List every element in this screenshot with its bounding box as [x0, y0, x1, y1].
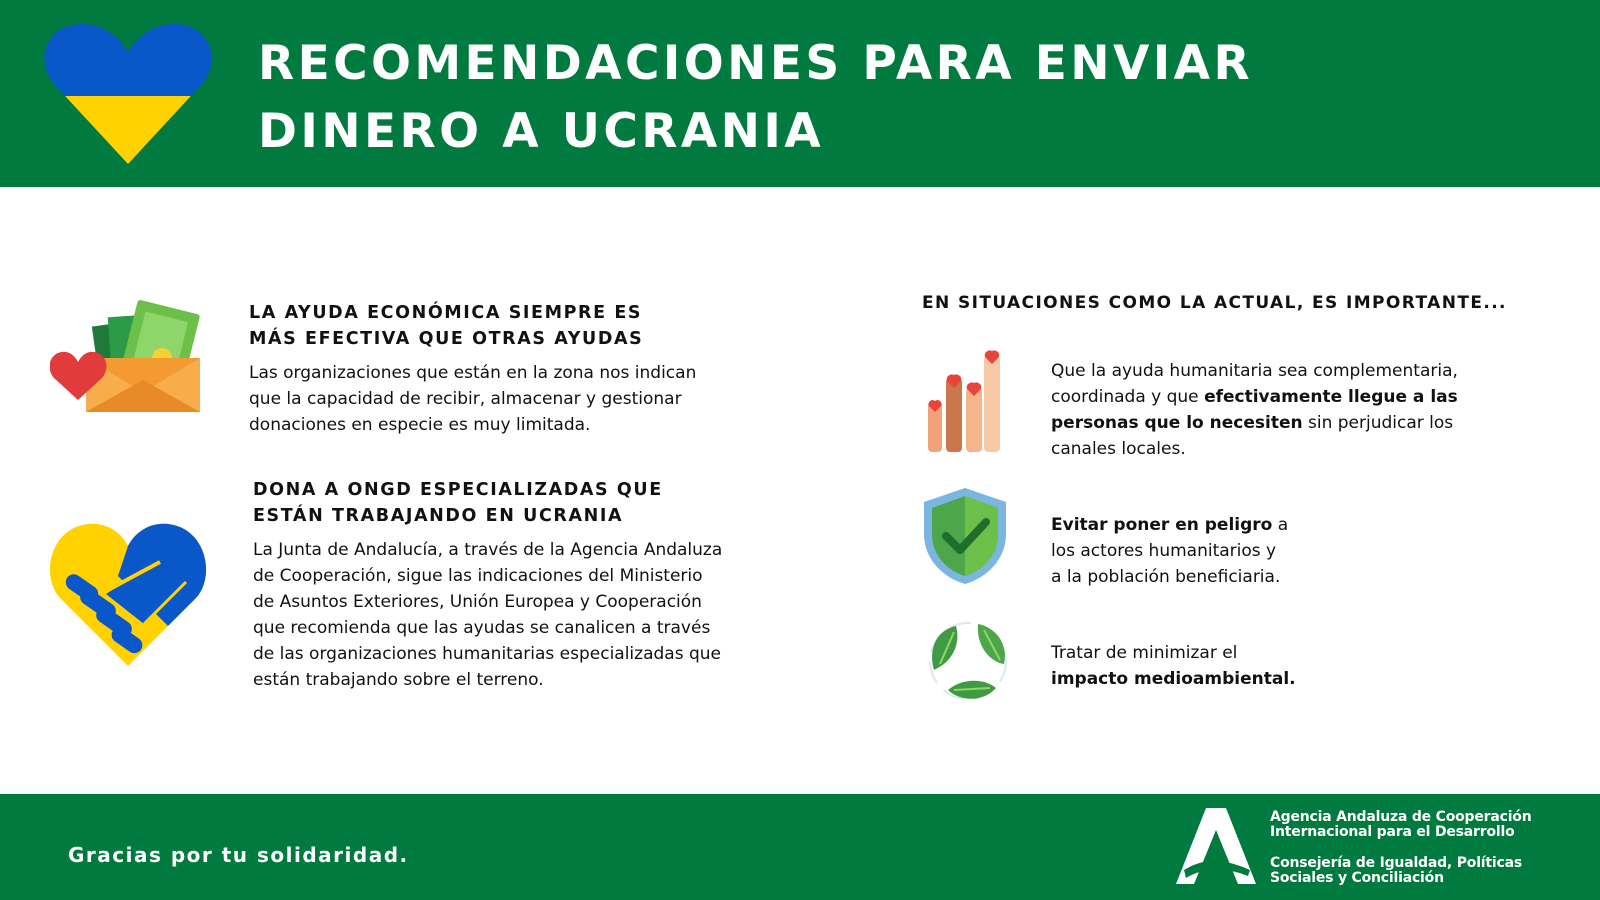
ukraine-heart-icon — [44, 22, 212, 164]
body-line: sin perjudicar los — [1302, 413, 1454, 433]
recycle-leaves-icon — [926, 620, 1010, 702]
item-environmental-impact — [1051, 640, 1296, 692]
section-heading-ongd — [253, 477, 663, 529]
shield-check-icon — [922, 486, 1008, 586]
body-line: que recomienda que las ayudas se canalicen a través — [253, 618, 711, 638]
junta-andalucia-logo-icon — [1176, 808, 1256, 884]
bold-text: personas que lo necesiten — [1051, 413, 1303, 433]
title-line-1: RECOMENDACIONES PARA ENVIAR — [258, 36, 1254, 91]
body-line: donaciones en especie es muy limitada. — [249, 415, 591, 435]
item-avoid-danger — [1051, 512, 1288, 590]
thanks-message: Gracias por tu solidaridad. — [68, 843, 409, 867]
right-column-heading: EN SITUACIONES COMO LA ACTUAL, ES IMPORTANTE... — [922, 293, 1507, 313]
body-line: Que la ayuda humanitaria sea complementaria, — [1051, 361, 1458, 381]
section-heading-economic-aid — [249, 300, 643, 352]
raised-hands-hearts-icon — [922, 342, 1012, 452]
bold-text: Evitar poner en peligro — [1051, 515, 1273, 535]
footer-banner — [0, 794, 1600, 900]
body-line: Tratar de minimizar el — [1051, 643, 1238, 663]
body-line: están trabajando sobre el terreno. — [253, 670, 544, 690]
header-banner — [0, 0, 1600, 187]
body-line: de Asuntos Exteriores, Unión Europea y Cooperación — [253, 592, 702, 612]
item-complementary-aid — [1051, 358, 1458, 462]
org-name — [1270, 810, 1532, 840]
bold-text: efectivamente llegue a las — [1204, 387, 1458, 407]
heading-line: ESTÁN TRABAJANDO EN UCRANIA — [253, 506, 624, 526]
body-line: a — [1272, 515, 1289, 535]
section-body-ongd — [253, 537, 722, 693]
bold-text: impacto medioambiental. — [1051, 669, 1296, 689]
dept-line: Sociales y Conciliación — [1270, 870, 1444, 886]
dept-line: Consejería de Igualdad, Políticas — [1270, 855, 1522, 871]
org-line: Internacional para el Desarrollo — [1270, 824, 1515, 840]
body-line: a la población beneficiaria. — [1051, 567, 1281, 587]
body-line: coordinada y que — [1051, 387, 1205, 407]
heading-line: LA AYUDA ECONÓMICA SIEMPRE ES — [249, 303, 643, 323]
body-line: La Junta de Andalucía, a través de la Agencia Andaluza — [253, 540, 723, 560]
handshake-heart-icon — [48, 520, 208, 668]
money-envelope-heart-icon — [50, 300, 202, 415]
title-line-2: DINERO A UCRANIA — [258, 104, 825, 159]
heading-line: MÁS EFECTIVA QUE OTRAS AYUDAS — [249, 329, 644, 349]
body-line: canales locales. — [1051, 439, 1186, 459]
heading-line: DONA A ONGD ESPECIALIZADAS QUE — [253, 480, 663, 500]
department-name — [1270, 856, 1522, 886]
section-body-economic-aid — [249, 360, 696, 438]
body-line: los actores humanitarios y — [1051, 541, 1277, 561]
body-line: de Cooperación, sigue las indicaciones del Ministerio — [253, 566, 703, 586]
body-line: que la capacidad de recibir, almacenar y gestionar — [249, 389, 682, 409]
body-line: de las organizaciones humanitarias especializadas que — [253, 644, 721, 664]
org-line: Agencia Andaluza de Cooperación — [1270, 809, 1532, 825]
page-title — [258, 30, 1253, 166]
body-line: Las organizaciones que están en la zona nos indican — [249, 363, 697, 383]
